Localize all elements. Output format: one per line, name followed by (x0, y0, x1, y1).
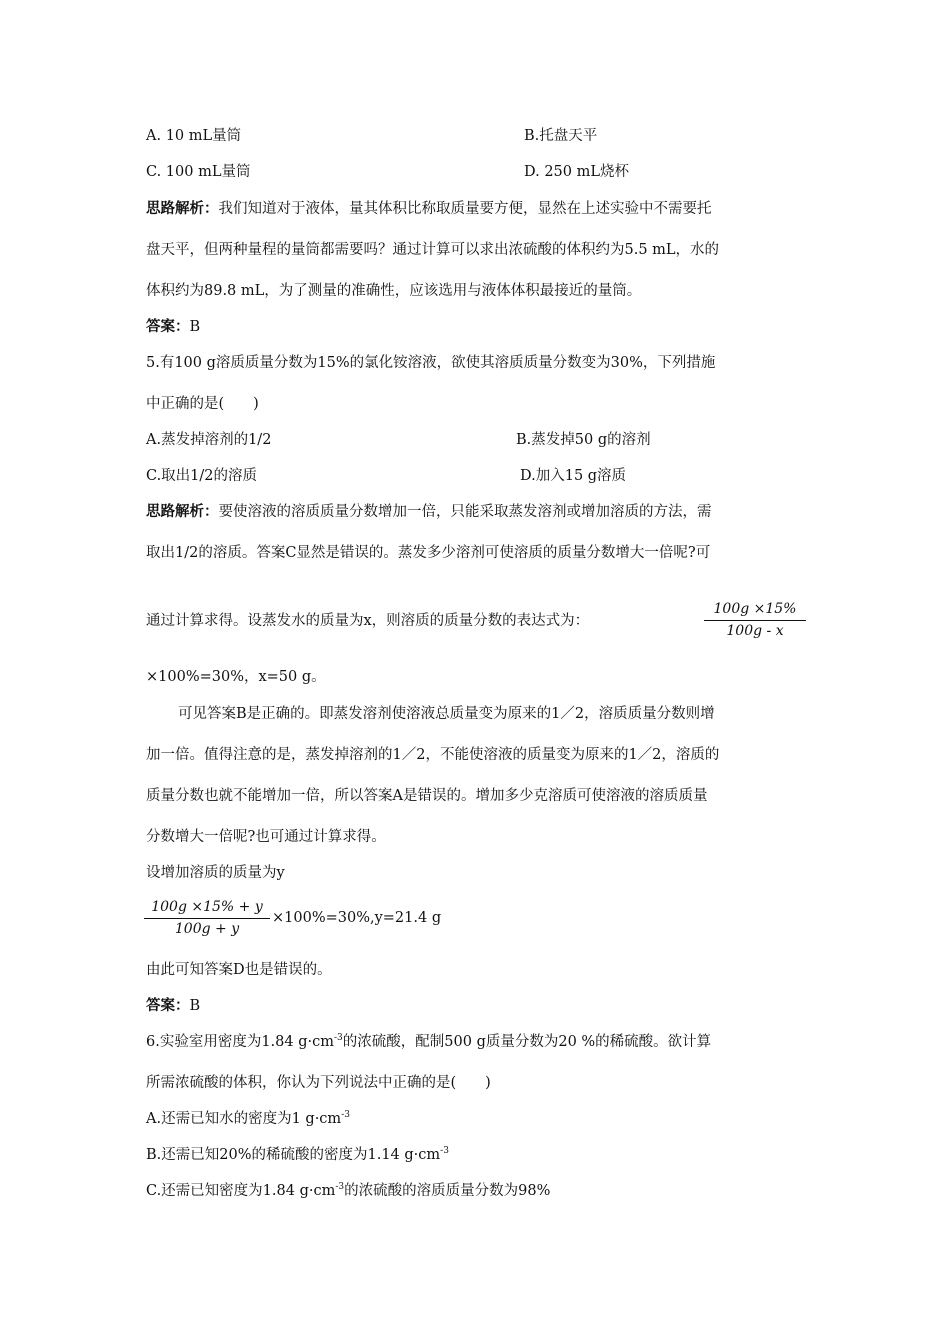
q4-analysis-line1 (146, 200, 712, 218)
analysis-label: 思路解析： (146, 503, 219, 520)
fraction-denominator: 100g + y (174, 921, 240, 937)
q6-option-c (146, 1182, 550, 1200)
q5-answer (146, 997, 200, 1015)
answer-label: 答案： (146, 997, 190, 1014)
analysis-text: 我们知道对于液体，量其体积比称取质量要方便，显然在上述实验中不需要托 (218, 201, 712, 217)
q4-option-c: C. 100 mL量筒 (146, 164, 251, 180)
option-text: A.还需已知水的密度为1 g·cm (146, 1111, 342, 1127)
unit-exponent: -3 (341, 1110, 350, 1120)
answer-value: B (189, 319, 201, 335)
unit-exponent: -3 (335, 1182, 345, 1192)
evaporation-fraction (704, 601, 806, 640)
q4-option-b: B.托盘天平 (524, 128, 598, 144)
analysis-label: 思路解析： (146, 200, 219, 217)
q4-analysis-line3: 体积约为89.8 mL，为了测量的准确性，应该选用与液体体积最接近的量筒。 (146, 283, 642, 299)
solute-fraction-tail: ×100%=30%,y=21.4 g (272, 910, 442, 926)
option-text: 的浓硫酸的溶质质量分数为98% (344, 1183, 551, 1199)
q5-analysis-line4: ×100%=30%，x=50 g。 (146, 669, 326, 685)
fraction-numerator: 100g ×15% + y (151, 899, 263, 915)
solute-fraction (144, 899, 270, 938)
q5-option-d: D.加入15 g溶质 (520, 468, 627, 484)
q5-para-line2: 加一倍。值得注意的是，蒸发掉溶剂的1／2，不能使溶液的质量变为原来的1／2，溶质的 (146, 747, 720, 763)
q5-stem-line1: 5.有100 g溶质质量分数为15%的氯化铵溶液，欲使其溶质质量分数变为30%，下列措施 (146, 355, 716, 371)
unit-exponent: -3 (334, 1033, 343, 1043)
fraction-bar (704, 620, 806, 621)
fraction-bar (144, 918, 270, 919)
q4-answer (146, 318, 200, 336)
q4-option-a: A. 10 mL量筒 (146, 128, 242, 144)
q6-stem-line1 (146, 1033, 711, 1051)
q6-stem-part: 的浓硫酸，配制500 g质量分数为20 %的稀硫酸。欲计算 (342, 1034, 712, 1050)
answer-label: 答案： (146, 318, 190, 335)
q5-para-line1: 可见答案B是正确的。即蒸发溶剂使溶液总质量变为原来的1／2，溶质质量分数则增 (178, 706, 715, 722)
q5-para-line4: 分数增大一倍呢?也可通过计算求得。 (146, 829, 386, 845)
q5-analysis-line3: 通过计算求得。设蒸发水的质量为x，则溶质的质量分数的表达式为： (146, 613, 590, 629)
q5-stem-line2: 中正确的是( ) (146, 396, 259, 412)
q5-analysis-line1 (146, 503, 712, 521)
answer-value: B (189, 998, 201, 1014)
q5-option-a: A.蒸发掉溶剂的1/2 (146, 432, 272, 448)
q6-option-a (146, 1110, 350, 1128)
fraction-numerator: 100g ×15% (713, 601, 797, 617)
q6-stem-part: 6.实验室用密度为1.84 g·cm (146, 1034, 334, 1050)
unit-exponent: -3 (440, 1146, 449, 1156)
analysis-text: 要使溶液的溶质质量分数增加一倍，只能采取蒸发溶剂或增加溶质的方法，需 (218, 504, 712, 520)
q4-option-d: D. 250 mL烧杯 (524, 164, 629, 180)
option-text: C.还需已知密度为1.84 g·cm (146, 1183, 336, 1199)
q6-option-b (146, 1146, 449, 1164)
fraction-denominator: 100g - x (726, 623, 784, 639)
q5-set-y: 设增加溶质的质量为y (146, 865, 285, 881)
q5-option-b: B.蒸发掉50 g的溶剂 (516, 432, 651, 448)
q4-analysis-line2: 盘天平，但两种量程的量筒都需要吗？通过计算可以求出浓硫酸的体积约为5.5 mL，水的 (146, 242, 720, 258)
q5-para-line3: 质量分数也就不能增加一倍，所以答案A是错误的。增加多少克溶质可使溶液的溶质质量 (146, 788, 708, 804)
q5-option-c: C.取出1/2的溶质 (146, 468, 258, 484)
q5-analysis-line2: 取出1/2的溶质。答案C显然是错误的。蒸发多少溶剂可使溶质的质量分数增大一倍呢?可 (146, 545, 711, 561)
q6-stem-line2: 所需浓硫酸的体积，你认为下列说法中正确的是( ) (146, 1075, 491, 1091)
q5-conclusion: 由此可知答案D也是错误的。 (146, 962, 332, 978)
option-text: B.还需已知20%的稀硫酸的密度为1.14 g·cm (146, 1147, 441, 1163)
